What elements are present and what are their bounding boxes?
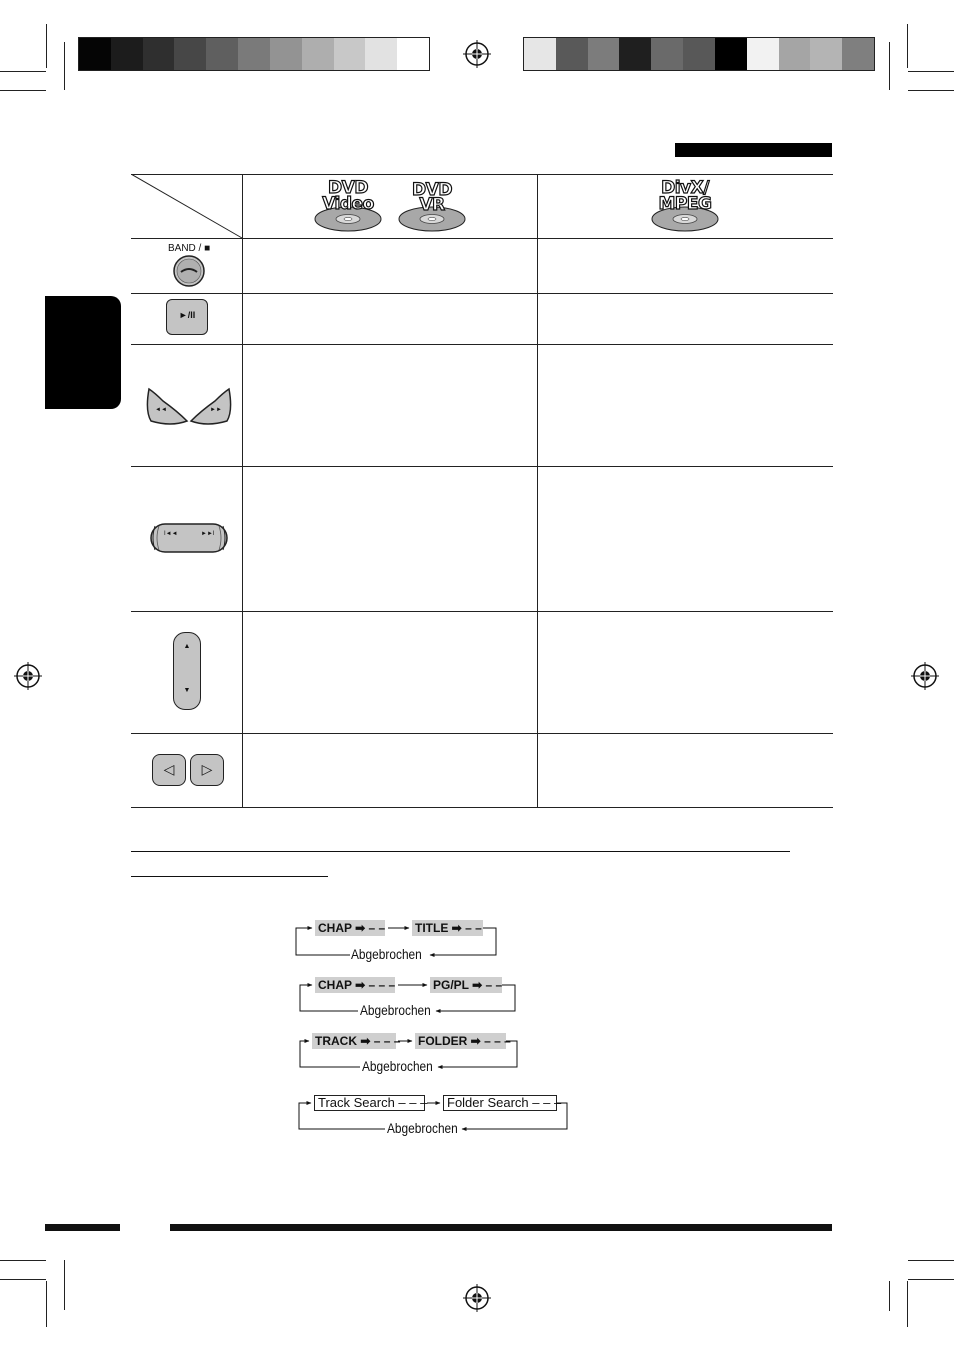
forward-label: ►► (210, 407, 222, 413)
flow3-b-text: FOLDER (418, 1034, 468, 1048)
logo-line2: VR (419, 195, 445, 215)
flow3-cancel-label: Abgebrochen (362, 1058, 433, 1074)
flow4-box-a: Track Search – – – (314, 1095, 425, 1111)
flow2-a-text: CHAP (318, 978, 352, 992)
flow3-box-a: TRACK ➡ – – – (312, 1033, 396, 1049)
band-stop-label: BAND / ■ (168, 243, 211, 254)
flow2-cancel-label: Abgebrochen (360, 1002, 431, 1018)
flow3-b-dashes: – – – (484, 1034, 511, 1048)
left-arrow-icon: ◁ (163, 761, 175, 777)
flow2-b-dashes: – – (485, 978, 503, 992)
logo-line1: DVD (328, 178, 368, 198)
flow1-a-dashes: – – (368, 921, 386, 935)
flow1-b-dashes: – – (465, 921, 482, 935)
logo-line1: DivX/ (661, 178, 709, 198)
flow2-box-a: CHAP ➡ – – – (315, 977, 395, 993)
flow4-box-b: Folder Search – – – (443, 1095, 557, 1111)
flow3-box-b: FOLDER ➡ – – – (415, 1033, 506, 1049)
rewind-label: ◄◄ (155, 407, 167, 413)
logo-line2: Video (322, 194, 374, 214)
flow2-box-b: PG/PL ➡ – – (430, 977, 502, 993)
play-pause-label: ►/II (178, 310, 196, 320)
flow1-box-b: TITLE ➡ – – (412, 920, 483, 936)
flow1-box-a: CHAP ➡ – – (315, 920, 385, 936)
logo-line1: DVD (412, 180, 452, 200)
flow1-a-text: CHAP (318, 921, 352, 935)
skip-forward-label: ►►I (201, 531, 215, 537)
flow1-cancel-label: Abgebrochen (351, 946, 422, 962)
flow3-a-dashes: – – – (373, 1034, 401, 1048)
up-arrow-icon[interactable]: ▲ (183, 643, 191, 650)
down-arrow-icon[interactable]: ▼ (183, 687, 191, 694)
flow2-a-dashes: – – – (368, 978, 396, 992)
flow4-cancel-label: Abgebrochen (387, 1120, 458, 1136)
flow1-b-text: TITLE (415, 921, 449, 935)
footer-bar-left (45, 1224, 120, 1231)
flow2-b-text: PG/PL (433, 978, 469, 992)
skip-back-label: I◄◄ (164, 531, 178, 537)
footer-bar-right (170, 1224, 832, 1231)
right-arrow-icon: ▷ (201, 761, 213, 777)
logo-line2: MPEG (658, 194, 712, 214)
flow3-a-text: TRACK (315, 1034, 357, 1048)
